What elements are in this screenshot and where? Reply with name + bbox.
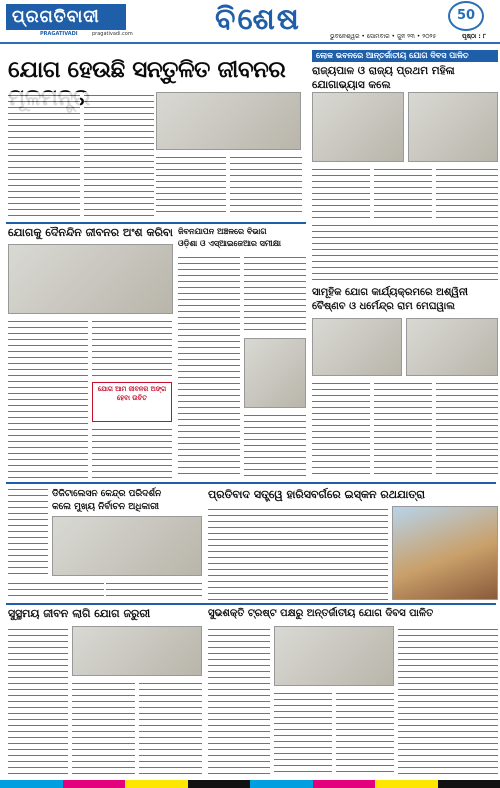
article-body [312,380,370,478]
yoga-daily-headline: ଯୋଗକୁ ଦୈନନ୍ଦିନ ଜୀବନର ଅଂଶ କରିବା [8,226,173,239]
main-headline: ଯୋଗ ହେଉଛି ସନ୍ତୁଳିତ ଜୀବନର [8,57,286,83]
article-body [436,380,498,478]
article-body [178,254,240,478]
anniversary-badge: 50 [448,1,484,31]
article-body [92,318,172,378]
page-number: ପୃଷ୍ଠା : ୮ [462,33,486,40]
color-swatch [313,780,376,788]
article-body [139,680,202,776]
article-body [230,154,302,217]
color-swatch [375,780,438,788]
article-body [72,680,135,776]
article-body [156,154,226,217]
article-body [274,690,332,776]
minister-yoga-photo [406,318,498,376]
rural-headline-line1: ଜିବନଯାପନ ଅଞ୍ଚଳରେ ବିଭାଗ [178,227,267,236]
article-body [436,166,498,218]
article-body [84,92,154,217]
divider [6,603,496,605]
divider [6,482,496,484]
yoga-group-photo [8,244,173,314]
article-body [8,486,48,576]
article-body [8,92,80,217]
rath-yatra-photo [392,506,498,600]
newspaper-logo: ପ୍ରଗତିବାଦୀ [6,4,126,30]
article-body [8,626,68,776]
section-title: ବିଶେଷ [215,2,301,37]
digi-headline-line2: କଲେ ମୁଖ୍ୟ ନିର୍ବାଚନ ଅଧିକାରୀ [52,502,159,512]
minister-yoga-photo [312,318,402,376]
article-body [374,380,432,478]
rural-headline-line2: ଓଡ଼ିଶା ଓ ଏସ୍‌ଆଇଜେଆର ସମୀକ୍ଷା [178,239,281,248]
article-body [208,626,270,776]
color-swatch [188,780,251,788]
logo-subtitle: PRAGATIVADI [40,31,78,37]
meeting-photo [244,338,306,408]
website-url: pragativadi.com [92,31,133,37]
color-swatch [125,780,188,788]
quote-box: ଯୋଗ ଆମ ଜୀବନର ଅଙ୍ଗ ହେବା ଉଚିତ [92,382,172,422]
right-headline: ରାଜ୍ୟପାଳ ଓ ରାଜ୍ୟ ପ୍ରଥମ ମହିଳା ଯୋଗାଭ୍ୟାସ କଲେ [312,65,455,91]
article-body [208,506,388,600]
election-officer-photo [52,516,202,576]
yoga-class-photo [72,626,202,676]
community-headline-line1: ସାମୂହିକ ଯୋଗ କାର୍ଯ୍ୟକ୍ରମରେ ଅଶ୍ୱିନୀ [312,287,468,298]
color-swatch [250,780,313,788]
trust-headline: ସୁଭଶକ୍ତି ଟ୍ରଷ୍ଟ ପକ୍ଷରୁ ଅନ୍ତର୍ଜାତୀୟ ଯୋଗ ଦିବସ ପାଳିତ [208,608,434,619]
governor-yoga-photo [408,92,498,162]
healthy-life-headline: ସୁସ୍ଥମୟ ଜୀବନ ଲାଗି ଯୋଗ ଜରୁରୀ [8,607,151,620]
article-body [336,690,394,776]
community-headline-line2: ବୈଷ୍ଣବ ଓ ଧର୍ମେନ୍ଦ୍ର ରାମ ମେଘୱାଲ [312,301,455,312]
dateline: ଭୁବନେଶ୍ୱର • ସୋମବାର • ଜୁନ ୨୩ • ୨୦୨୫ [330,33,437,40]
divider [6,222,306,224]
article-body [312,222,498,282]
governor-yoga-photo [312,92,404,162]
color-swatch [0,780,63,788]
article-body [244,412,306,478]
yoga-photo [156,92,301,150]
trust-yoga-photo [274,626,394,686]
article-body [244,254,306,334]
article-body [8,318,88,478]
digi-headline-line1: ଡିଜିଟାଲେସନ କେନ୍ଦ୍ର ପରିଦର୍ଶନ [52,489,162,499]
right-kicker: ଲୋକ ଭବନରେ ଆନ୍ତର୍ଜାତୀୟ ଯୋଗ ଦିବସ ପାଳିତ [312,50,498,62]
article-body [92,426,172,478]
color-swatch [63,780,126,788]
color-swatch [438,780,500,788]
article-body [374,166,432,218]
rath-yatra-headline: ପ୍ରତିବାଦ ସତ୍ତ୍ୱେ ହାରିସବର୍ଗରେ ଇସ୍କନ ରଥଯାତ୍ରା [208,488,425,501]
article-body [106,580,202,600]
registration-color-bar [0,780,500,788]
article-body [398,626,498,776]
article-body [312,166,370,218]
article-body [8,580,104,600]
